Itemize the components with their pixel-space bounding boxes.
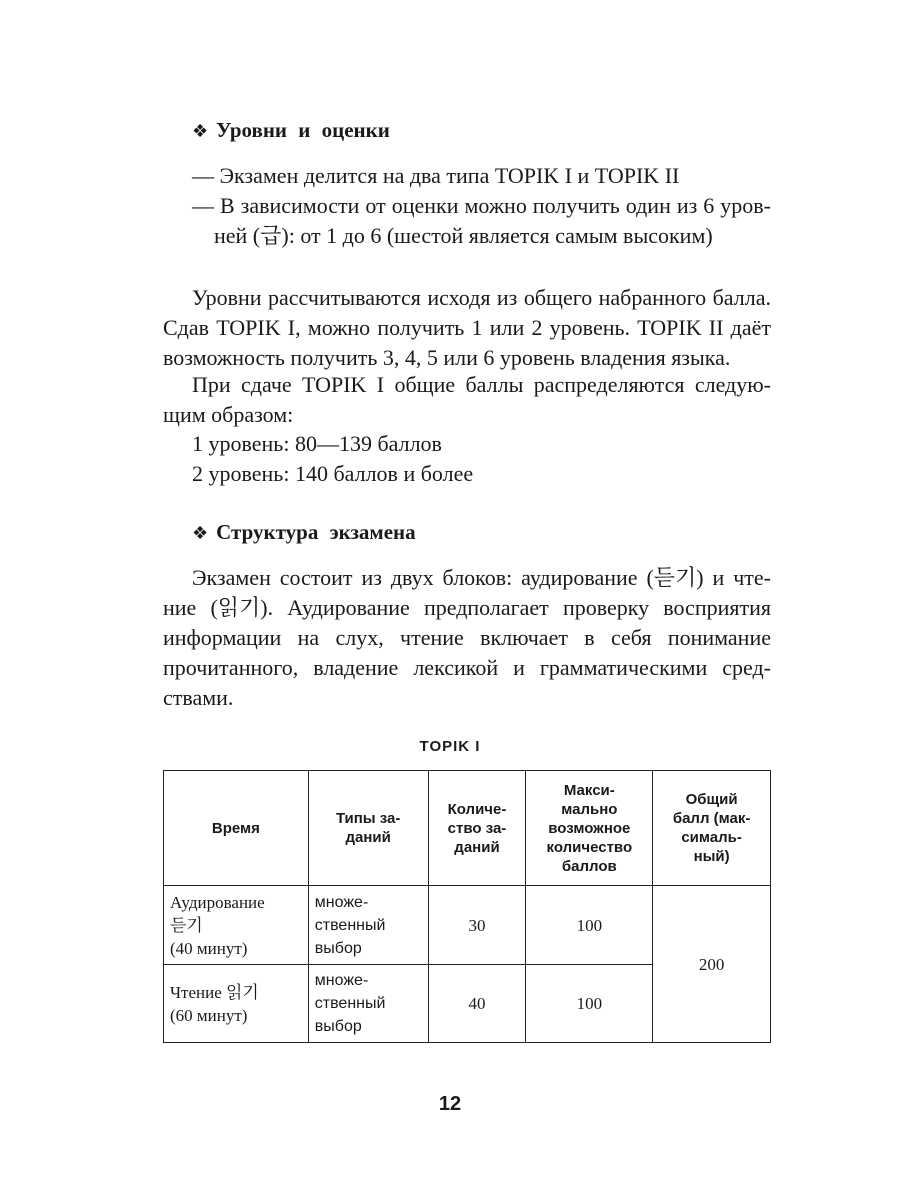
text-line: Уровни рассчитываются исходя из общего набранного балла. [192, 285, 771, 310]
bullet-paragraph [192, 191, 771, 251]
diamond-bullet-icon: ❖ [192, 121, 209, 142]
header-task-count: Количе- ство за- даний [428, 771, 526, 886]
cell-total-score: 200 [653, 886, 771, 1043]
header-max-score: Макси- мально возможное количество баллов [526, 771, 653, 886]
text-line: возможность получить 3, 4, 5 или 6 уровень владения языка. [163, 345, 731, 370]
cell-max-score: 100 [526, 886, 653, 965]
topik-table [163, 770, 771, 1043]
header-task-types: Типы за- даний [308, 771, 428, 886]
section-heading-levels [192, 118, 390, 143]
cell-task-type: множе- ственный выбор [308, 965, 428, 1043]
level-line: 1 уровень: 80—139 баллов [192, 431, 442, 456]
bullet-line: — В зависимости от оценки можно получить один из 6 уров- [192, 193, 771, 218]
cell-time: Аудирование 듣기 (40 минут) [164, 886, 309, 965]
table-row [164, 886, 771, 965]
header-total-score: Общий балл (мак- сималь- ный) [653, 771, 771, 886]
text-line: ние (읽기). Аудирование предполагает проверку восприятия [163, 595, 771, 620]
paragraph-levels [163, 283, 771, 373]
text-line: щим образом: [163, 402, 294, 427]
bullet-line: — Экзамен делится на два типа TOPIK I и TOPIK II [192, 163, 680, 188]
text-line: информации на слух, чтение включает в себя понимание [163, 625, 771, 650]
text-line: Сдав TOPIK I, можно получить 1 или 2 уровень. TOPIK II даёт [163, 315, 771, 340]
table-caption: TOPIK I [419, 738, 481, 755]
section-heading-structure [192, 520, 416, 545]
section-title: Уровни и оценки [216, 118, 390, 142]
table-header-row [164, 771, 771, 886]
header-time: Время [164, 771, 309, 886]
text-line: прочитанного, владение лексикой и грамматическими сред- [163, 655, 771, 680]
cell-time: Чтение 읽기 (60 минут) [164, 965, 309, 1043]
level-line: 2 уровень: 140 баллов и более [192, 461, 474, 486]
text-line: При сдаче TOPIK I общие баллы распределяются следую- [192, 372, 771, 397]
bullet-line: ней (급): от 1 до 6 (шестой является самым высоким) [214, 223, 713, 248]
text-line: ствами. [163, 685, 234, 710]
paragraph-scores [163, 370, 771, 430]
cell-task-count: 30 [428, 886, 526, 965]
cell-task-count: 40 [428, 965, 526, 1043]
text-line: Экзамен состоит из двух блоков: аудирование (듣기) и чте- [192, 565, 771, 590]
paragraph-structure [163, 563, 771, 713]
section-title: Структура экзамена [216, 520, 416, 544]
diamond-bullet-icon: ❖ [192, 523, 209, 544]
cell-task-type: множе- ственный выбор [308, 886, 428, 965]
page-number: 12 [438, 1093, 462, 1115]
cell-max-score: 100 [526, 965, 653, 1043]
